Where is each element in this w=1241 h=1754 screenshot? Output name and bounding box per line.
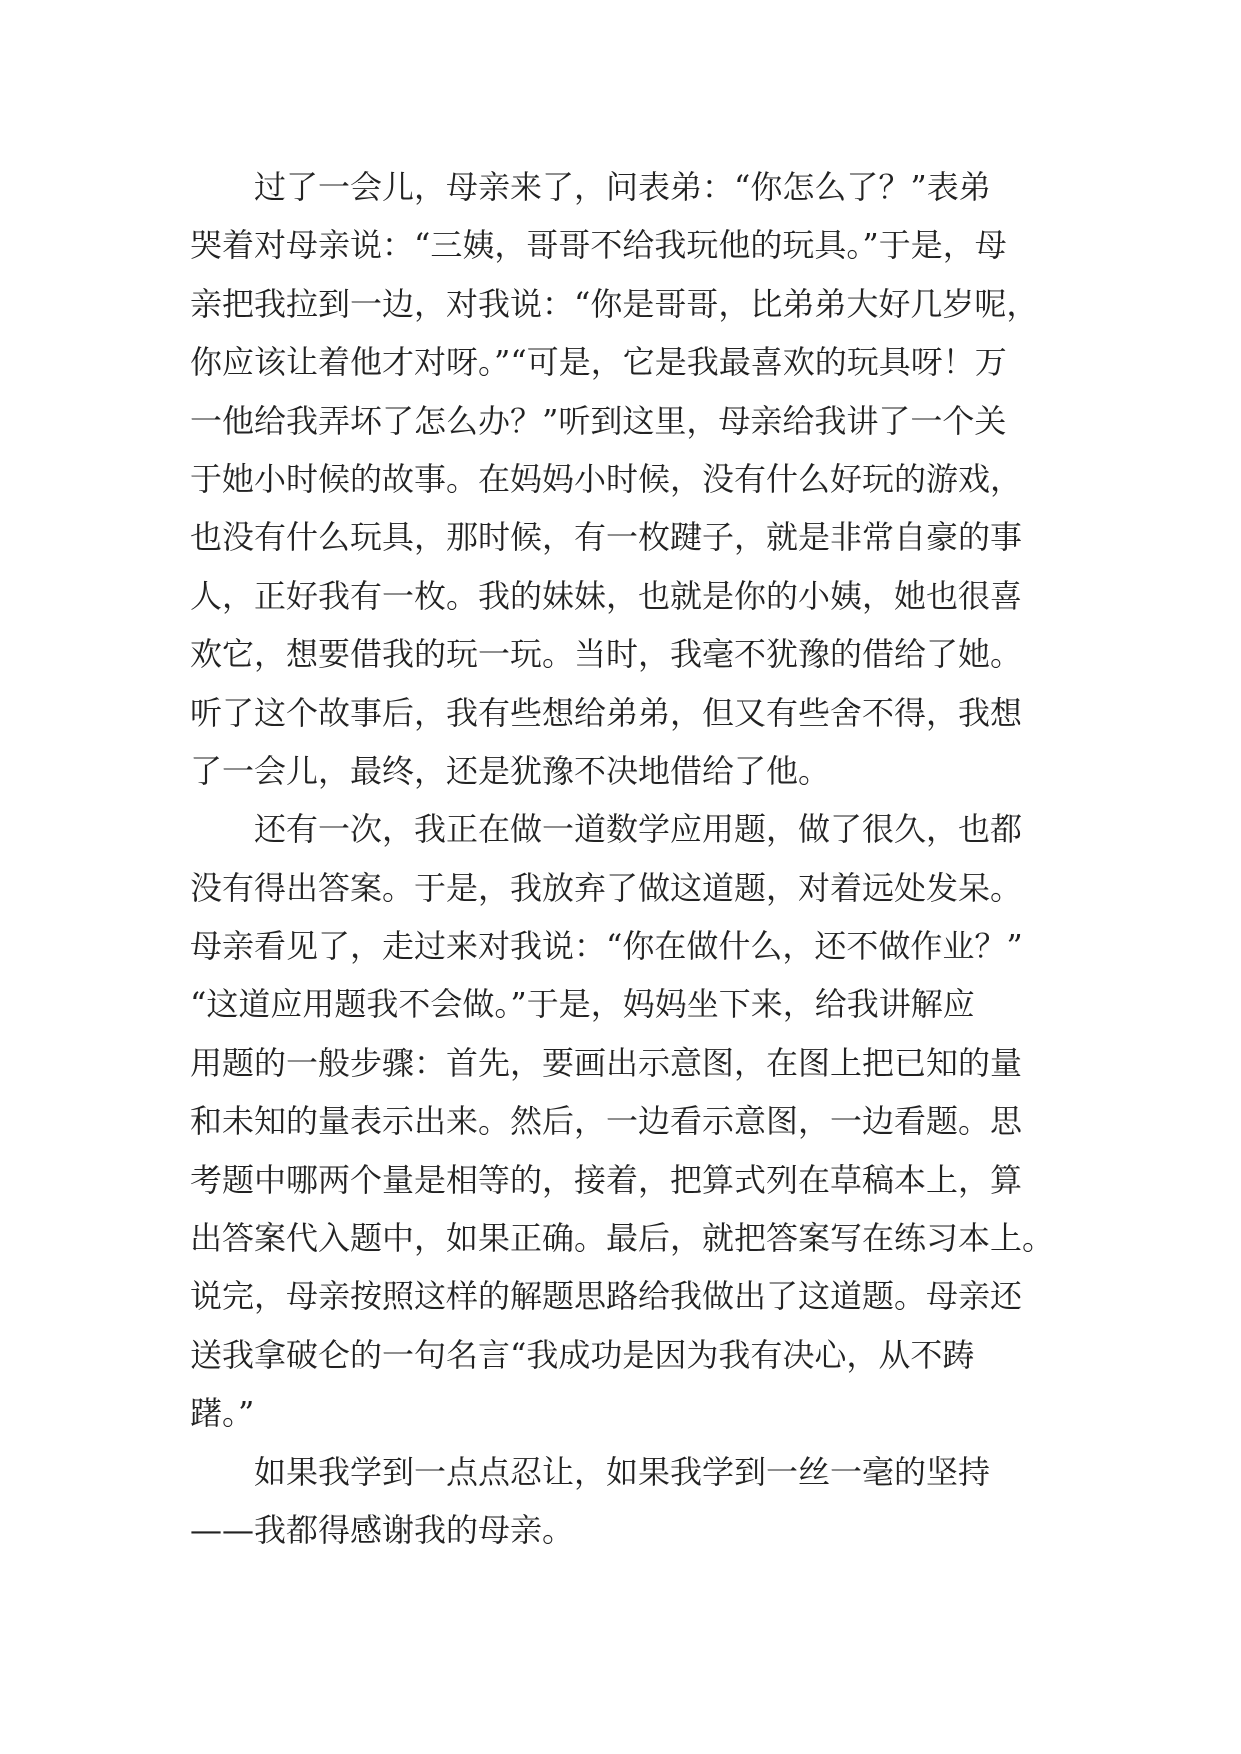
text-line: 出答案代入题中，如果正确。最后，就把答案写在练习本上。	[190, 1219, 1055, 1258]
text-line: 母亲看见了，走过来对我说：“你在做什么，还不做作业？”	[190, 927, 1023, 966]
text-line: 一他给我弄坏了怎么办？”听到这里，母亲给我讲了一个关	[190, 401, 1007, 440]
text-line: 如果我学到一点点忍让，如果我学到一丝一毫的坚持	[254, 1452, 991, 1491]
text-line: 送我拿破仑的一句名言“我成功是因为我有决心，从不踌	[190, 1335, 975, 1374]
text-line: 还有一次，我正在做一道数学应用题，做了很久，也都	[254, 810, 1023, 849]
text-line: 听了这个故事后，我有些想给弟弟，但又有些舍不得，我想	[190, 693, 1023, 732]
text-line: ——我都得感谢我的母亲。	[190, 1510, 575, 1549]
text-line: 人，正好我有一枚。我的妹妹，也就是你的小姨，她也很喜	[190, 576, 1023, 615]
text-line: 说完，母亲按照这样的解题思路给我做出了这道题。母亲还	[190, 1277, 1023, 1316]
text-line: 于她小时候的故事。在妈妈小时候，没有什么好玩的游戏，	[190, 459, 1023, 498]
paragraph-1	[190, 158, 1090, 800]
text-line: 了一会儿，最终，还是犹豫不决地借给了他。	[190, 751, 831, 790]
paragraph-2	[190, 800, 1090, 1442]
text-line: 也没有什么玩具，那时候，有一枚踺子，就是非常自豪的事	[190, 518, 1023, 557]
text-line: 考题中哪两个量是相等的，接着，把算式列在草稿本上，算	[190, 1160, 1023, 1199]
text-line: 和未知的量表示出来。然后，一边看示意图，一边看题。思	[190, 1102, 1023, 1141]
text-line: 欢它，想要借我的玩一玩。当时，我毫不犹豫的借给了她。	[190, 635, 1023, 674]
paragraph-3	[190, 1443, 1090, 1560]
text-line: 躇。”	[190, 1394, 255, 1433]
text-line: 哭着对母亲说：“三姨，哥哥不给我玩他的玩具。”于是，母	[190, 226, 1007, 265]
text-line: 你应该让着他才对呀。”“可是，它是我最喜欢的玩具呀！万	[190, 343, 1007, 382]
text-line: 亲把我拉到一边，对我说：“你是哥哥，比弟弟大好几岁呢，	[190, 284, 1039, 323]
text-line: 没有得出答案。于是，我放弃了做这道题，对着远处发呆。	[190, 868, 1023, 907]
text-line: 用题的一般步骤：首先，要画出示意图，在图上把已知的量	[190, 1043, 1023, 1082]
text-line: “这道应用题我不会做。”于是，妈妈坐下来，给我讲解应	[190, 985, 975, 1024]
text-line: 过了一会儿，母亲来了，问表弟：“你怎么了？”表弟	[254, 168, 991, 206]
document-body	[190, 158, 1090, 1559]
